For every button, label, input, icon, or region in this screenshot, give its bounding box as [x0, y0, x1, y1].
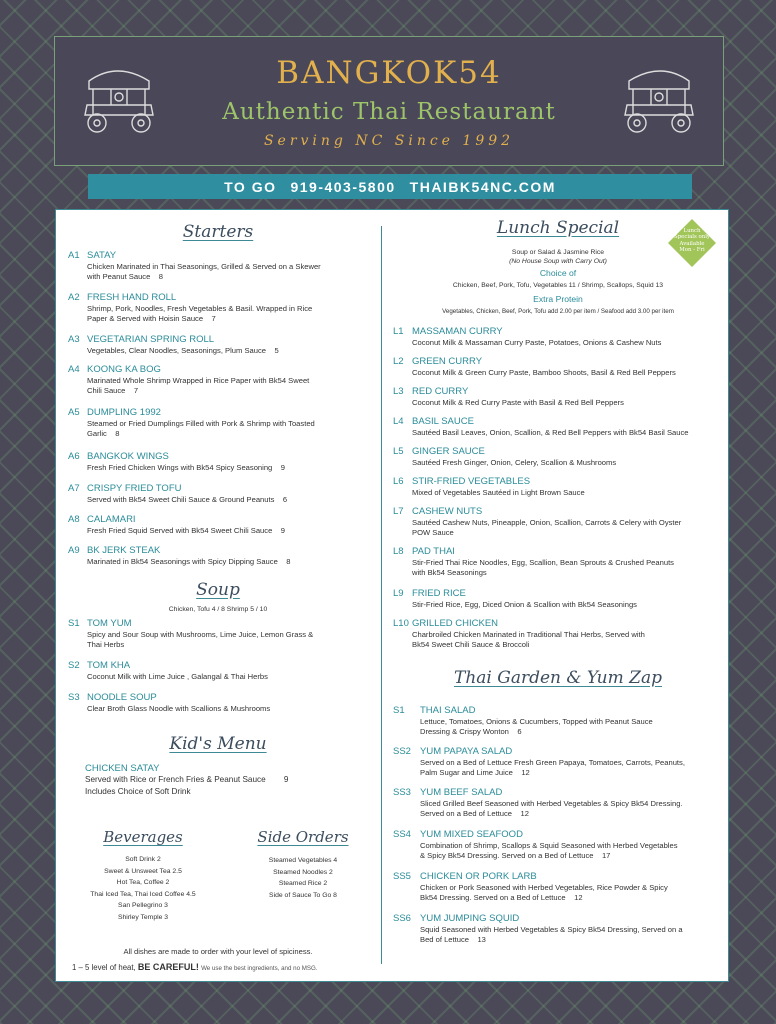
menu-item-code: L8: [393, 546, 404, 557]
menu-item-description: Clear Broth Glass Noodle with Scallions & Mushrooms: [87, 704, 271, 713]
footer-heat-note: 1 – 5 level of heat, BE CAREFUL! We use the best ingredients, and no MSG.: [72, 962, 318, 972]
menu-item-code: L4: [393, 416, 404, 427]
menu-item-description: Mixed of Vegetables Sautéed in Light Brown Sauce: [412, 488, 585, 497]
menu-item-code: L3: [393, 386, 404, 397]
menu-item-name: DUMPLING 1992: [87, 407, 161, 418]
menu-item-code: L1: [393, 326, 404, 337]
menu-item-name: GRILLED CHICKEN: [412, 618, 499, 629]
menu-item-code: A3: [68, 334, 80, 345]
choice-label: Choice of: [539, 268, 577, 278]
list-item: Steamed Vegetables 4: [268, 857, 338, 864]
choice-prices: Chicken, Beef, Pork, Tofu, Vegetables 11 / Shrimp, Scallops, Squid 13: [452, 282, 664, 289]
menu-item-description: Marinated Whole Shrimp Wrapped in Rice Paper with Bk54 Sweet Chili Sauce 7: [87, 376, 310, 395]
list-item: Thai Iced Tea, Thai Iced Coffee 4.5: [90, 890, 196, 898]
menu-item-name: YUM BEEF SALAD: [420, 787, 503, 798]
side-orders-list: [238, 855, 368, 901]
menu-item-description: Charbroiled Chicken Marinated in Traditional Thai Herbs, Served with Bk54 Sweet Chili Sauce & Broccoli: [412, 630, 645, 649]
menu-item-code: A8: [68, 514, 80, 525]
menu-item-code: A2: [68, 292, 80, 303]
menu-item-name: BANGKOK WINGS: [87, 451, 169, 462]
list-item: Soft Drink 2: [125, 856, 161, 863]
menu-item-name: GINGER SAUCE: [412, 446, 485, 457]
menu-item-name: FRESH HAND ROLL: [87, 292, 177, 303]
menu-item-name: THAI SALAD: [420, 705, 476, 716]
menu-item-description: Fresh Fried Chicken Wings with Bk54 Spicy Seasoning 9: [87, 463, 285, 472]
menu-item-description: Squid Seasoned with Herbed Vegetables & Spicy Bk54 Dressing, Served on a Bed of Lettuce 13: [420, 925, 683, 944]
restaurant-name: BANGKOK54: [276, 55, 502, 91]
menu-item-price: 7: [211, 314, 216, 323]
menu-item-description: Fresh Fried Squid Served with Bk54 Sweet Chili Sauce 9: [87, 526, 285, 535]
list-item: Steamed Rice 2: [278, 880, 328, 887]
thai-garden-title: Thai Garden & Yum Zap: [454, 668, 662, 688]
menu-item-name: CRISPY FRIED TOFU: [87, 483, 182, 494]
menu-item-description: Coconut Milk & Green Curry Paste, Bamboo Shoots, Basil & Red Bell Peppers: [412, 368, 676, 377]
kids-item-desc: Served with Rice or French Fries & Peanut Sauce 9: [85, 775, 289, 784]
header-banner: [54, 36, 724, 166]
menu-item-name: SATAY: [87, 250, 117, 261]
menu-item-price: 6: [517, 727, 522, 736]
menu-paper: [55, 209, 729, 982]
menu-item-name: RED CURRY: [412, 386, 469, 397]
starters-title: Starters: [182, 222, 254, 242]
menu-item-code: L2: [393, 356, 404, 367]
menu-item-description: Lettuce, Tomatoes, Onions & Cucumbers, Topped with Peanut Sauce Dressing & Crispy Wonton 6: [420, 717, 653, 736]
serving-since: Serving NC Since 1992: [263, 133, 515, 149]
menu-item-price: 13: [477, 935, 486, 944]
column-divider: [381, 226, 382, 964]
menu-item-code: L5: [393, 446, 404, 457]
menu-item-code: S2: [68, 660, 80, 671]
menu-item-description: Chicken or Pork Seasoned with Herbed Vegetables, Rice Powder & Spicy Bk54 Dressing. Served on a Bed of Lettuce 12: [420, 883, 668, 902]
side-orders-title: Side Orders: [257, 828, 349, 846]
menu-item-name: NOODLE SOUP: [87, 692, 157, 703]
menu-item-description: Spicy and Sour Soup with Mushrooms, Lime Juice, Lemon Grass & Thai Herbs: [87, 630, 314, 649]
extra-protein-label: Extra Protein: [533, 294, 583, 304]
menu-item-code: S1: [68, 618, 80, 629]
menu-item-code: A6: [68, 451, 80, 462]
menu-item-description: Sautéed Cashew Nuts, Pineapple, Onion, Scallion, Carrots & Celery with Oyster POW Sauce: [412, 518, 682, 537]
to-go-label: TO GO: [224, 178, 277, 195]
menu-item-name: BASIL SAUCE: [412, 416, 474, 427]
phone-number[interactable]: 919-403-5800: [290, 178, 396, 195]
menu-item-name: CALAMARI: [87, 514, 136, 525]
menu-item-name: TOM YUM: [87, 618, 132, 629]
kids-menu-title: Kid's Menu: [169, 734, 267, 754]
lunch-line1: Soup or Salad & Jasmine Rice: [511, 249, 605, 256]
menu-item-description: Coconut Milk & Red Curry Paste with Basil & Red Bell Peppers: [412, 398, 624, 407]
kids-item-price: 9: [283, 775, 289, 784]
restaurant-tagline: Authentic Thai Restaurant: [222, 99, 556, 125]
menu-item-description: Shrimp, Pork, Noodles, Fresh Vegetables & Basil. Wrapped in Rice Paper & Served with Hoisin Sauce 7: [87, 304, 313, 323]
list-item: Steamed Noodles 2: [273, 868, 333, 876]
list-item: Shirley Temple 3: [117, 913, 169, 921]
menu-item-price: 8: [158, 272, 164, 281]
menu-item-description: Stir-Fried Thai Rice Noodles, Egg, Scallion, Bean Sprouts & Crushed Peanuts with Bk54 Seasonings: [412, 558, 674, 577]
menu-item-code: A9: [68, 545, 80, 556]
menu-item-code: S1: [393, 705, 405, 716]
menu-item-code: SS6: [393, 913, 411, 924]
menu-item-name: YUM JUMPING SQUID: [420, 913, 520, 924]
menu-item-code: L10: [393, 618, 409, 629]
menu-item-price: 12: [521, 768, 530, 777]
menu-item-code: L9: [393, 588, 404, 599]
beverages-list: [78, 854, 208, 923]
menu-item-price: 12: [574, 893, 583, 902]
menu-item-code: A4: [68, 364, 80, 375]
menu-item-name: MASSAMAN CURRY: [412, 326, 503, 337]
menu-item-price: 7: [133, 386, 139, 395]
soup-title: Soup: [196, 580, 240, 600]
menu-item-name: CHICKEN OR PORK LARB: [420, 871, 537, 882]
menu-item-code: SS2: [393, 746, 411, 757]
menu-item-name: BK JERK STEAK: [87, 545, 161, 556]
menu-item-price: 9: [280, 526, 285, 535]
menu-item-description: Marinated in Bk54 Seasonings with Spicy Dipping Sauce 8: [87, 557, 291, 566]
menu-item-description: Sautéed Basil Leaves, Onion, Scallion, & Red Bell Peppers with Bk54 Basil Sauce: [412, 428, 689, 437]
kids-item-desc2: Includes Choice of Soft Drink: [85, 787, 191, 796]
list-item: San Pellegrino 3: [118, 902, 168, 909]
menu-item-code: A1: [68, 250, 80, 261]
menu-item-description: Vegetables, Clear Noodles, Seasonings, Plum Sauce 5: [87, 346, 279, 355]
footer-spiciness-note: All dishes are made to order with your level of spiciness.: [123, 947, 313, 956]
menu-item-description: Served on a Bed of Lettuce Fresh Green Papaya, Tomatoes, Carrots, Peanuts, Palm Sugar and Lime Juice 12: [420, 758, 685, 777]
menu-item-code: L6: [393, 476, 404, 487]
menu-item-price: 5: [274, 346, 279, 355]
contact-bar: [88, 174, 692, 199]
menu-item-name: GREEN CURRY: [412, 356, 483, 367]
menu-item-description: Coconut Milk & Massaman Curry Paste, Potatoes, Onions & Cashew Nuts: [412, 338, 662, 347]
extra-protein-prices: Vegetables, Chicken, Beef, Pork, Tofu add 2.00 per item / Seafood add 3.00 per item: [442, 308, 674, 315]
menu-item-name: PAD THAI: [412, 546, 455, 557]
menu-item-price: 17: [601, 851, 611, 860]
menu-item-description: Coconut Milk with Lime Juice , Galangal & Thai Herbs: [87, 672, 268, 681]
menu-item-code: L7: [393, 506, 404, 517]
menu-item-code: SS4: [393, 829, 411, 840]
menu-item-description: Stir-Fried Rice, Egg, Diced Onion & Scallion with Bk54 Seasonings: [412, 600, 637, 609]
list-item: Side of Sauce To Go 8: [269, 891, 337, 899]
menu-item-name: CASHEW NUTS: [412, 506, 483, 517]
menu-item-price: 9: [280, 463, 285, 472]
menu-item-description: Chicken Marinated in Thai Seasonings, Grilled & Served on a Skewer with Peanut Sauce 8: [87, 262, 321, 281]
menu-item-code: SS5: [393, 871, 411, 882]
list-item: Sweet & Unsweet Tea 2.5: [104, 867, 182, 875]
menu-item-name: FRIED RICE: [412, 588, 466, 599]
menu-item-name: VEGETARIAN SPRING ROLL: [87, 334, 215, 345]
list-item: Hot Tea, Coffee 2: [116, 879, 170, 886]
menu-item-name: STIR-FRIED VEGETABLES: [412, 476, 531, 487]
menu-item-description: Sliced Grilled Beef Seasoned with Herbed Vegetables & Spicy Bk54 Dressing. Served on a Bed of Lettuce 12: [420, 799, 683, 818]
menu-item-name: TOM KHA: [87, 660, 131, 671]
menu-item-code: S3: [68, 692, 80, 703]
lunch-badge-text: Lunch Specials only Available Mon - Fri: [674, 228, 710, 254]
menu-item-code: A5: [68, 407, 80, 418]
menu-item-description: Combination of Shrimp, Scallops & Squid Seasoned with Herbed Vegetables & Spicy Bk54 Dressing. Served on a Bed of Lettuce 17: [420, 841, 678, 860]
menu-item-price: 8: [115, 429, 120, 438]
lunch-special-title: Lunch Special: [496, 218, 620, 238]
menu-item-name: KOONG KA BOG: [87, 364, 161, 375]
menu-item-description: Served with Bk54 Sweet Chili Sauce & Ground Peanuts 6: [87, 495, 288, 504]
menu-item-name: YUM PAPAYA SALAD: [420, 746, 513, 757]
kids-item-name: CHICKEN SATAY: [85, 763, 160, 774]
menu-item-code: A7: [68, 483, 80, 494]
menu-item-price: 6: [282, 495, 288, 504]
soup-prices: Chicken, Tofu 4 / 8 Shrimp 5 / 10: [168, 606, 268, 613]
menu-item-description: Sautéed Fresh Ginger, Onion, Celery, Scallion & Mushrooms: [412, 458, 617, 467]
lunch-line2: (No House Soup with Carry Out): [509, 258, 607, 265]
tuk-tuk-illustration-icon: [615, 51, 707, 143]
menu-item-code: SS3: [393, 787, 411, 798]
website-link[interactable]: THAIBK54NC.COM: [409, 178, 556, 195]
menu-item-name: YUM MIXED SEAFOOD: [420, 829, 523, 840]
menu-item-description: Steamed or Fried Dumplings Filled with Pork & Shrimp with Toasted Garlic 8: [87, 419, 315, 438]
beverages-title: Beverages: [103, 828, 183, 846]
menu-item-price: 8: [286, 557, 291, 566]
menu-item-price: 12: [520, 809, 529, 818]
